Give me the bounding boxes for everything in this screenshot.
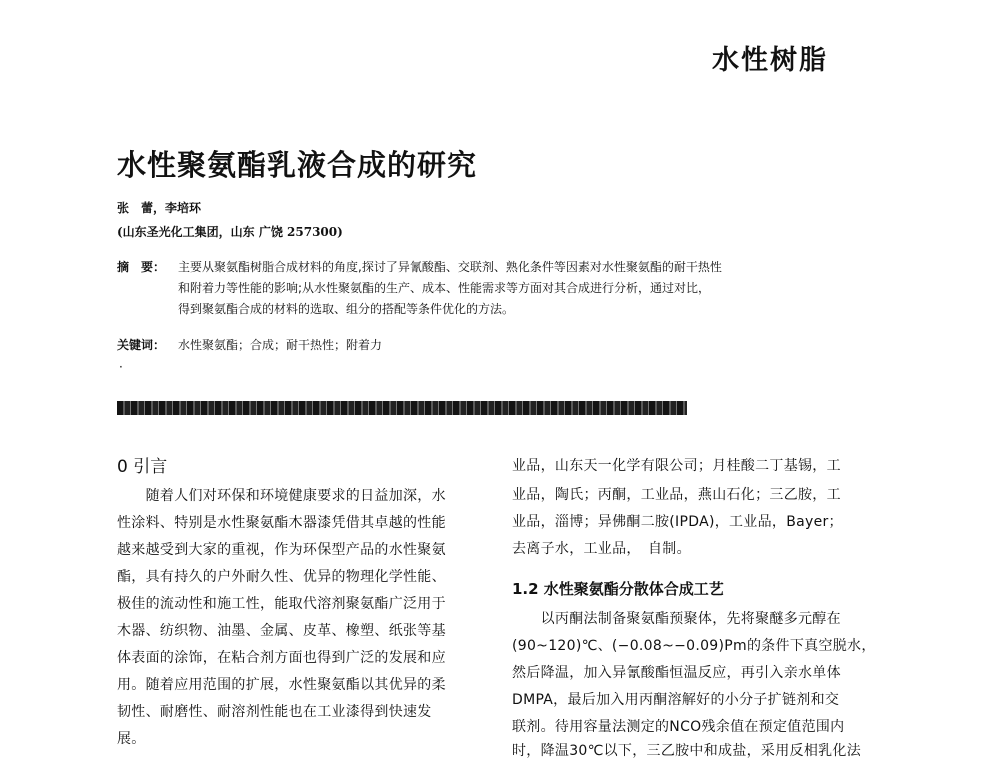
abstract-line: 主要从聚氨酯树脂合成材料的角度,探讨了异氰酸酯、交联剂、熟化条件等因素对水性聚氨酯的耐干热性: [178, 260, 722, 274]
body-line: 业品，淄博；异佛酮二胺(IPDA)，工业品，Bayer；: [512, 514, 843, 530]
keywords-label: 关键词：: [117, 338, 166, 352]
body-line: 业品，山东天一化学有限公司；月桂酸二丁基锡，工: [512, 458, 841, 474]
body-line: 业品，陶氏；丙酮，工业品，燕山石化；三乙胺，工: [512, 487, 841, 503]
body-line: 然后降温，加入异氰酸酯恒温反应，再引入亲水单体: [512, 665, 841, 681]
body-line: 用。随着应用范围的扩展，水性聚氨酯以其优异的柔: [117, 677, 446, 693]
body-line: 越来越受到大家的重视，作为环保型产品的水性聚氨: [117, 542, 446, 558]
abstract-line: 得到聚氨酯合成的材料的选取、组分的搭配等条件优化的方法。: [178, 302, 515, 316]
body-line: 木器、纺织物、油墨、金属、皮革、橡塑、纸张等基: [117, 623, 446, 639]
body-line: 酯，具有持久的户外耐久性、优异的物理化学性能、: [117, 569, 446, 585]
body-line: 联剂。待用容量法测定的NCO残余值在预定值范围内: [512, 719, 845, 735]
abstract-label: 摘 要：: [117, 260, 166, 274]
body-line: 体表面的涂饰，在粘合剂方面也得到广泛的发展和应: [117, 650, 446, 666]
paper-title: 水性聚氨酯乳液合成的研究: [117, 148, 478, 182]
section-label: 水性树脂: [712, 45, 828, 76]
abstract-line: 和附着力等性能的影响;从水性聚氨酯的生产、成本、性能需求等方面对其合成进行分析，通过对比，: [178, 281, 711, 295]
body-line: 时，降温30℃以下，三乙胺中和成盐，采用反相乳化法: [512, 743, 862, 759]
affiliation: (山东圣光化工集团，山东 广饶 257300): [117, 225, 343, 239]
stray-dot: ·: [119, 360, 123, 374]
authors: 张 蕾，李培环: [117, 201, 202, 215]
scanned-divider-bar: [117, 401, 687, 415]
body-line: 韧性、耐磨性、耐溶剂性能也在工业漆得到快速发: [117, 704, 432, 720]
body-line: 展。: [117, 731, 146, 747]
body-line: 极佳的流动性和施工性，能取代溶剂聚氨酯广泛用于: [117, 596, 446, 612]
body-line: DMPA，最后加入用丙酮溶解好的小分子扩链剂和交: [512, 692, 840, 708]
body-line: 去离子水，工业品， 自制。: [512, 541, 691, 557]
body-line: 随着人们对环保和环境健康要求的日益加深，水: [117, 488, 446, 504]
subsection-heading: 1.2 水性聚氨酯分散体合成工艺: [512, 580, 724, 598]
body-line: 以丙酮法制备聚氨酯预聚体，先将聚醚多元醇在: [512, 611, 841, 627]
intro-heading: 0 引言: [117, 457, 168, 477]
keywords: 水性聚氨酯；合成；耐干热性；附着力: [178, 338, 383, 352]
body-line: (90~120)℃、(−0.08~−0.09)Pm的条件下真空脱水，: [512, 638, 876, 654]
body-line: 性涂料、特别是水性聚氨酯木器漆凭借其卓越的性能: [117, 515, 446, 531]
